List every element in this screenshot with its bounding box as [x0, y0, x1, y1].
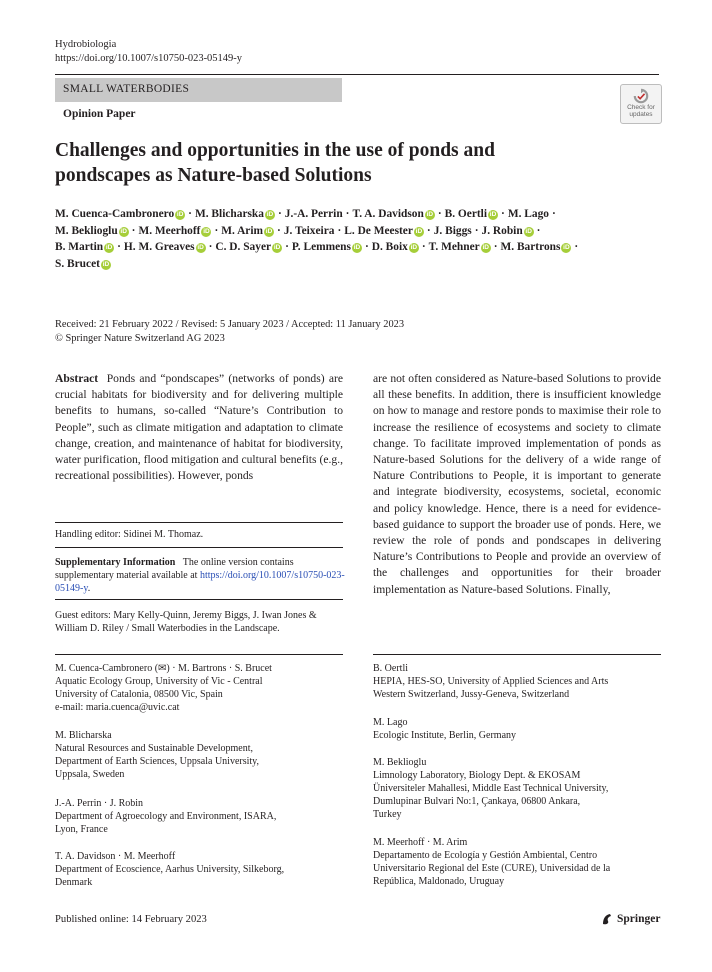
- affiliation: [373, 716, 663, 742]
- affiliation-authors: M. Cuenca-Cambronero (✉) · M. Bartrons · S. Brucet: [55, 663, 272, 674]
- affiliation-line: Western Switzerland, Jussy-Geneva, Switzerland: [373, 689, 570, 700]
- author-separator: ·: [208, 241, 213, 253]
- section-label: SMALL WATERBODIES: [63, 83, 190, 95]
- author-name[interactable]: B. Oertli: [444, 208, 488, 220]
- author-separator: ·: [426, 224, 431, 237]
- affiliation-line: Departamento de Ecología y Gestión Ambiental, Centro: [373, 850, 598, 861]
- author-line: [55, 223, 665, 240]
- orcid-icon[interactable]: iD: [197, 244, 204, 251]
- author-line: [55, 239, 665, 256]
- author-name[interactable]: D. Boix: [371, 241, 408, 253]
- affiliation-line: Department of Earth Sciences, Uppsala University,: [55, 756, 260, 767]
- affiliation-line: Denmark: [55, 877, 93, 888]
- article-dates: [55, 318, 404, 346]
- affiliation-line: Üniversiteler Mahallesi, Middle East Technical University,: [373, 783, 609, 794]
- orcid-icon[interactable]: iD: [265, 227, 273, 235]
- check-updates-label: Check for updates: [627, 104, 655, 118]
- orcid-icon[interactable]: iD: [203, 227, 210, 235]
- author-name[interactable]: J.-A. Perrin: [284, 208, 343, 220]
- affiliation-line: HEPIA, HES-SO, University of Applied Sciences and Arts: [373, 676, 609, 687]
- orcid-icon[interactable]: iD: [176, 211, 184, 218]
- author-separator: ·: [117, 241, 121, 253]
- author-name[interactable]: C. D. Sayer: [215, 241, 272, 253]
- article-type: Opinion Paper: [63, 108, 136, 120]
- author-name[interactable]: J. Robin: [481, 224, 523, 237]
- affiliation-line: Limnology Laboratory, Biology Dept. & EKOSAM: [373, 770, 581, 781]
- divider: [55, 522, 343, 523]
- affiliation-line: Ecologic Institute, Berlin, Germany: [373, 730, 517, 741]
- orcid-icon[interactable]: iD: [525, 227, 532, 235]
- affiliation-authors: M. Blicharska: [55, 730, 112, 741]
- orcid-icon[interactable]: iD: [120, 227, 127, 235]
- check-updates-icon: [632, 88, 650, 104]
- header-rule: [55, 74, 659, 75]
- orcid-icon[interactable]: iD: [266, 211, 274, 218]
- author-line: [55, 206, 665, 223]
- divider: [373, 654, 661, 655]
- author-separator: ·: [131, 224, 136, 237]
- author-name[interactable]: M. Arim: [221, 224, 264, 237]
- divider: [55, 547, 343, 548]
- orcid-icon[interactable]: iD: [489, 211, 497, 218]
- author-name[interactable]: L. De Meester: [344, 224, 413, 237]
- affiliation-line: e-mail: maria.cuenca@uvic.cat: [55, 702, 180, 713]
- affiliation: [373, 662, 663, 701]
- divider: [55, 654, 343, 655]
- affiliation-line: Department of Agroecology and Environment, ISARA,: [55, 811, 277, 822]
- author-separator: ·: [337, 224, 342, 237]
- affiliation: [55, 850, 345, 889]
- affiliation-line: University of Catalonia, 08500 Vic, Spain: [55, 689, 223, 700]
- author-name[interactable]: S. Brucet: [55, 257, 100, 270]
- author-list: [55, 206, 665, 272]
- divider: [55, 599, 343, 600]
- affiliation: [55, 729, 345, 781]
- copyright: © Springer Nature Switzerland AG 2023: [55, 333, 225, 344]
- author-separator: ·: [277, 224, 281, 237]
- author-name[interactable]: T. A. Davidson: [352, 208, 424, 220]
- orcid-icon[interactable]: iD: [415, 227, 423, 235]
- handling-editor: Handling editor: Sidinei M. Thomaz.: [55, 529, 204, 540]
- check-for-updates-button[interactable]: [620, 84, 662, 124]
- affiliation: [55, 797, 345, 836]
- author-name[interactable]: P. Lemmens: [291, 241, 351, 253]
- orcid-icon[interactable]: iD: [353, 244, 361, 251]
- author-separator: ·: [285, 241, 289, 253]
- orcid-icon[interactable]: iD: [102, 260, 110, 268]
- abstract-label: Abstract: [55, 372, 99, 385]
- supp-link[interactable]: https://doi.org/10.1007/s10750-023-05149-y: [55, 570, 345, 595]
- affiliation-authors: M. Meerhoff · M. Arim: [373, 837, 468, 848]
- section-bar: [55, 78, 342, 102]
- orcid-icon[interactable]: iD: [105, 244, 113, 251]
- received-dates: Received: 21 February 2022 / Revised: 5 January 2023 / Accepted: 11 January 2023: [55, 319, 405, 330]
- supp-label: Supplementary Information: [55, 557, 176, 568]
- affiliation-authors: B. Oertli: [373, 663, 408, 674]
- affiliation-line: Lyon, France: [55, 824, 108, 835]
- author-separator: ·: [214, 224, 219, 237]
- abstract-text-1: Ponds and “pondscapes” (networks of ponds) are crucial habitats for biodiversity and for delivering multiple benefits to humans, so-called “Nature’s Contribution to People”, such as climate mitigation and adaptation to climate change, creation, and maintenance of habitat for biodiversity, water purification, flood mitigation and cultural benefits (e.g., recreational possibilities). However, ponds: [55, 372, 344, 483]
- author-name[interactable]: M. Beklioglu: [55, 224, 118, 237]
- abstract-column-1: [55, 371, 343, 484]
- affiliation: [373, 756, 663, 821]
- orcid-icon[interactable]: iD: [426, 211, 434, 218]
- affiliation: [55, 662, 345, 714]
- affiliation-line: Natural Resources and Sustainable Development,: [55, 743, 253, 754]
- author-name[interactable]: T. Mehner: [428, 241, 480, 253]
- author-name[interactable]: B. Martin: [55, 241, 104, 253]
- author-separator: ·: [277, 208, 282, 220]
- published-date: Published online: 14 February 2023: [55, 914, 207, 925]
- author-separator: ·: [574, 241, 579, 253]
- affiliation-authors: M. Beklioglu: [373, 757, 427, 768]
- supplementary-info: Supplementary Information The online version contains supplementary material available at https://doi.org/10.1007/s10750-023-05149-y.: [55, 557, 345, 595]
- affiliation-authors: J.-A. Perrin · J. Robin: [55, 798, 144, 809]
- author-separator: ·: [474, 224, 479, 237]
- author-separator: ·: [551, 208, 556, 220]
- author-name[interactable]: H. M. Greaves: [123, 241, 195, 253]
- orcid-icon[interactable]: iD: [482, 244, 489, 251]
- affiliation-line: Universitario Regional del Este (CURE), Universidad de la: [373, 863, 611, 874]
- author-separator: ·: [345, 208, 350, 220]
- author-name[interactable]: M. Meerhoff: [138, 224, 201, 237]
- publisher-logo: [600, 912, 660, 926]
- article-title: Challenges and opportunities in the use of ponds and pondscapes as Nature-based Solutions: [55, 140, 495, 186]
- publisher-name: Springer: [617, 913, 661, 925]
- affiliation-line: Department of Ecoscience, Aarhus University, Silkeborg,: [55, 864, 285, 875]
- author-separator: ·: [501, 208, 505, 220]
- affiliation: [373, 836, 663, 888]
- affiliation-authors: M. Lago: [373, 717, 408, 728]
- author-name[interactable]: M. Bartrons: [500, 241, 561, 253]
- orcid-icon[interactable]: iD: [410, 244, 418, 251]
- orcid-icon[interactable]: iD: [563, 244, 570, 251]
- journal-name: Hydrobiologia: [55, 39, 117, 50]
- orcid-icon[interactable]: iD: [273, 244, 281, 251]
- abstract-column-2: are not often considered as Nature-based Solutions to provide all these benefits. In addition, there is insufficient knowledge on how to manage and restore ponds to maximise their role to increase the resilience of ecosystems and society to climate change. To facilitate improved implementation of ponds as Nature-based Solutions for the delivery of a wide range of Nature Contributions to People, it is important to generate and integrate biodiversity, ecosystems, societal, economic and policy knowledge. Hence, there is a need for evidence-based guidance to support the broader use of ponds. Here, we review the role of ponds and pondscapes in delivering Nature’s Contributions to People and provide an overview of the challenges and opportunities for their broader implementation as Nature-based Solutions. Finally,: [373, 372, 661, 596]
- doi-link[interactable]: https://doi.org/10.1007/s10750-023-05149-y: [55, 53, 243, 64]
- affiliation-line: Dumlupinar Bulvari No:1, Çankaya, 06800 Ankara,: [373, 796, 581, 807]
- affiliation-line: Aquatic Ecology Group, University of Vic - Central: [55, 676, 263, 687]
- author-name[interactable]: M. Lago: [507, 208, 549, 220]
- affiliation-line: Uppsala, Sweden: [55, 769, 125, 780]
- author-separator: ·: [188, 208, 192, 220]
- author-name[interactable]: J. Biggs: [433, 224, 472, 237]
- springer-horse-icon: [600, 912, 614, 926]
- author-separator: ·: [421, 241, 426, 253]
- author-line: [55, 256, 665, 273]
- supp-text: The online version contains supplementary material available at: [55, 557, 294, 582]
- affiliation-line: Turkey: [373, 809, 402, 820]
- author-separator: ·: [536, 224, 541, 237]
- affiliation-authors: T. A. Davidson · M. Meerhoff: [55, 851, 176, 862]
- author-name[interactable]: M. Cuenca-Cambronero: [55, 208, 175, 220]
- author-separator: ·: [493, 241, 498, 253]
- author-name[interactable]: J. Teixeira: [283, 224, 335, 237]
- author-name[interactable]: M. Blicharska: [194, 208, 264, 220]
- guest-editors: Guest editors: Mary Kelly-Quinn, Jeremy Biggs, J. Iwan Jones & William D. Riley / Small Waterbodies in the Landscape.: [55, 610, 317, 635]
- affiliation-line: República, Maldonado, Uruguay: [373, 876, 505, 887]
- author-separator: ·: [437, 208, 442, 220]
- author-separator: ·: [364, 241, 369, 253]
